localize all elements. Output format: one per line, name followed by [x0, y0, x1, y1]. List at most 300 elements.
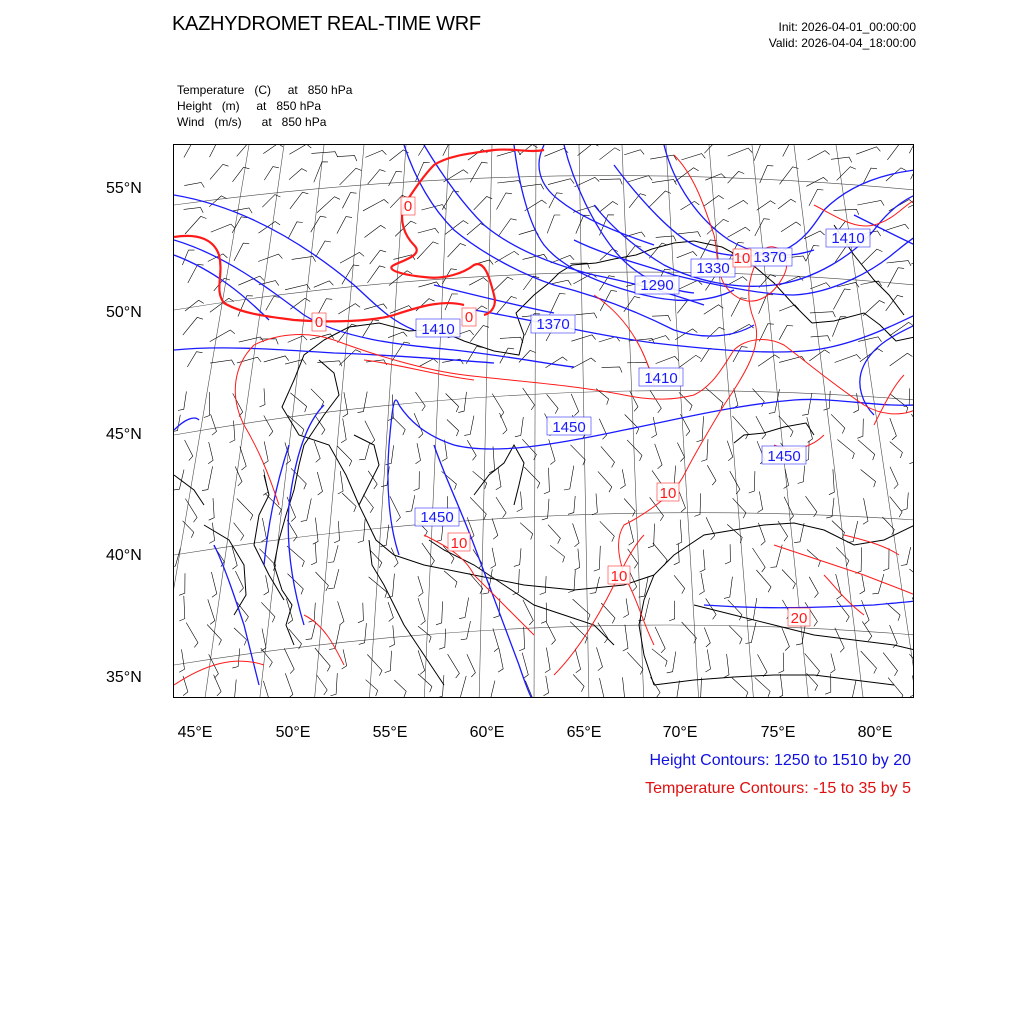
wind-barb [890, 497, 902, 517]
temperature-label [462, 308, 476, 326]
wind-barb [338, 471, 343, 494]
wind-barb [732, 678, 748, 698]
wind-barb [756, 416, 766, 439]
wind-barb [232, 648, 240, 668]
wind-barb [210, 330, 235, 342]
wind-barb [491, 548, 496, 569]
wind-barb [474, 197, 493, 210]
wind-barb [363, 495, 373, 513]
wind-barb [858, 440, 875, 460]
height-label [531, 315, 575, 333]
wind-barb [447, 420, 459, 437]
wind-barb [758, 491, 763, 512]
wind-barb [341, 419, 346, 443]
wind-barb [544, 676, 549, 696]
wind-barb [389, 625, 394, 647]
temperature-label-text: 0 [314, 314, 324, 331]
wind-barb [414, 471, 420, 490]
wind-barb [235, 571, 243, 592]
wind-barb [913, 215, 914, 231]
wind-barb [890, 394, 908, 414]
wind-barb [798, 466, 805, 484]
wind-barb [261, 602, 275, 622]
wind-barb [681, 154, 705, 160]
wind-barb [340, 252, 364, 263]
wind-barb [578, 145, 599, 156]
wind-barb [648, 191, 670, 208]
height-label [635, 276, 679, 294]
time-info [769, 19, 916, 51]
wind-barb [317, 472, 322, 495]
wind-barb [493, 628, 499, 651]
wind-barb [624, 150, 644, 155]
wind-barb [285, 673, 293, 698]
wind-barb [329, 625, 340, 649]
wind-barb [517, 492, 522, 512]
lon-label: 70°E [662, 724, 698, 741]
wind-barb [747, 598, 756, 621]
wind-barb [418, 598, 425, 625]
wind-barb [728, 148, 753, 156]
wind-barb [831, 414, 845, 433]
wind-barb [598, 471, 612, 492]
wind-barb [727, 441, 733, 461]
wind-barb [542, 499, 549, 520]
wind-barb [288, 415, 304, 435]
wind-barb [676, 280, 702, 290]
wind-barb [725, 544, 731, 564]
wind-barb [339, 350, 361, 366]
wind-barb [837, 601, 849, 622]
wind-barb [655, 444, 662, 469]
wind-barb [837, 440, 854, 460]
wind-barb [260, 388, 266, 407]
wind-barb [861, 651, 877, 674]
wind-barb [676, 520, 681, 545]
wind-barb [753, 548, 766, 572]
wind-barb [369, 577, 387, 598]
height-label [762, 446, 806, 465]
wind-barb [602, 367, 622, 373]
wind-barb [485, 681, 495, 698]
wind-barb [794, 523, 804, 543]
wind-barb [288, 336, 307, 343]
wind-barb [262, 195, 280, 208]
wind-barb [263, 441, 268, 464]
wind-barb [540, 576, 546, 594]
wind-barb [237, 145, 257, 156]
wind-barb [677, 300, 693, 313]
temperature-label-text: 10 [610, 568, 628, 585]
wind-barb [887, 145, 906, 160]
wind-barb [178, 391, 186, 410]
wind-barb [311, 152, 337, 157]
wind-barb [340, 168, 362, 185]
wind-barb [239, 337, 264, 342]
wind-barb [234, 628, 247, 645]
wind-barb [809, 577, 818, 598]
valid-time: Valid: 2026-04-04_18:00:00 [768, 36, 916, 50]
wind-barb [911, 159, 914, 179]
wind-barb [442, 471, 457, 489]
wind-barb [779, 357, 805, 363]
wind-barb [623, 625, 628, 651]
wind-barb [886, 603, 900, 621]
wind-barb [811, 336, 831, 342]
wind-barb [706, 517, 715, 540]
wind-barb [183, 521, 194, 538]
wind-barb [338, 601, 344, 625]
wind-barb [701, 348, 716, 362]
wind-barb [623, 598, 628, 617]
wind-barb [514, 548, 521, 566]
wind-barb [652, 649, 667, 667]
wind-barb [328, 545, 338, 562]
wind-barb [571, 445, 586, 465]
wind-barb [234, 523, 244, 541]
wind-barb [314, 281, 334, 287]
wind-barb [911, 414, 914, 436]
wind-barb [597, 647, 603, 670]
wind-barb [677, 252, 697, 258]
wind-barb [358, 603, 364, 623]
wind-barb [856, 147, 880, 154]
wind-barb [755, 219, 770, 236]
wind-barb [860, 349, 883, 362]
wind-barb [575, 649, 580, 673]
wind-barb [883, 653, 897, 676]
wind-barb [524, 467, 540, 488]
wind-barb [656, 236, 676, 241]
wind-barb [184, 207, 204, 212]
wind-barb [367, 655, 382, 676]
wind-barb [704, 145, 723, 153]
wind-barb [522, 653, 528, 679]
wind-barb [330, 673, 337, 696]
wind-barb [651, 417, 656, 438]
lat-label: 40°N [106, 547, 142, 564]
wind-barb [187, 352, 202, 367]
wind-barb [568, 496, 575, 514]
field-wind: Wind (m/s) at 850 hPa [177, 115, 327, 129]
wind-barb [835, 355, 861, 363]
temperature-label [448, 533, 470, 552]
wind-barb [857, 201, 884, 206]
height-label-text: 1450 [552, 419, 586, 436]
wind-barb [436, 601, 443, 624]
wind-barb [861, 470, 876, 488]
wind-barb [783, 145, 800, 157]
wind-barb [416, 392, 426, 411]
wind-barb [311, 543, 316, 565]
wind-barb [498, 648, 503, 672]
wind-barb [493, 598, 500, 618]
wind-barb [437, 675, 444, 698]
wind-barb [901, 547, 911, 565]
wind-barb [386, 445, 394, 465]
field-height: Height (m) at 850 hPa [177, 99, 322, 113]
wind-barb [496, 497, 506, 518]
wind-barb [548, 525, 560, 544]
wind-barb [862, 249, 883, 264]
wind-barb [704, 305, 724, 315]
wind-barb [496, 297, 517, 315]
wind-barb [624, 297, 640, 312]
wind-barb [649, 336, 670, 341]
wind-barb [729, 626, 742, 645]
wind-barb [550, 294, 566, 315]
wind-barb [733, 498, 746, 518]
wind-barb [289, 145, 311, 154]
wind-barb [574, 177, 599, 187]
wind-barb [805, 653, 820, 676]
temperature-label [788, 608, 810, 627]
wind-barb [419, 359, 438, 367]
wind-barb [888, 678, 903, 698]
wind-barb [705, 650, 710, 673]
wind-barb [284, 648, 294, 673]
wind-barb [809, 189, 823, 205]
wind-barb [179, 573, 185, 595]
wind-barb [261, 629, 266, 652]
wind-barb [328, 569, 339, 589]
wind-barb [209, 498, 215, 520]
wind-barb [778, 199, 796, 209]
wind-barb [863, 301, 885, 316]
wind-barb [388, 332, 407, 338]
wind-barb [680, 355, 701, 367]
wind-barb [887, 261, 911, 266]
wind-barb [418, 576, 423, 596]
wind-barb [285, 285, 310, 290]
wind-barb [492, 519, 498, 540]
lat-label: 55°N [106, 180, 142, 197]
wind-barb [515, 417, 523, 437]
wind-barb [630, 391, 638, 411]
height-label-text: 1370 [753, 249, 787, 266]
wind-barb [570, 622, 587, 644]
height-label-text: 1410 [831, 230, 865, 247]
wind-barb [394, 680, 406, 697]
temperature-contour-legend: Temperature Contours: -15 to 35 by 5 [645, 780, 911, 797]
wind-barb [459, 598, 469, 619]
wind-barb [368, 170, 386, 185]
wind-barb [699, 573, 704, 595]
wind-barb [745, 622, 756, 644]
temperature-label-text: 0 [403, 198, 413, 215]
wind-barb [317, 675, 328, 695]
wind-barb [779, 325, 793, 340]
wind-barb [730, 471, 740, 494]
wind-barb [724, 577, 732, 599]
wind-barb [513, 569, 520, 595]
wind-barb [650, 390, 661, 413]
wind-barb [694, 493, 700, 516]
wind-barb [461, 621, 471, 640]
wind-barb [886, 295, 903, 311]
wind-barb [758, 355, 780, 366]
wind-barb [301, 498, 312, 521]
wind-barb [492, 394, 504, 418]
wind-barb [669, 601, 675, 621]
wind-barb [470, 162, 487, 182]
wind-barb [179, 649, 184, 672]
wind-barb [289, 629, 302, 649]
wind-barb [627, 176, 652, 183]
wind-barb [599, 419, 606, 440]
wind-barb [728, 200, 748, 209]
wind-barb [370, 250, 386, 264]
wind-barb [311, 389, 324, 407]
wind-barb [523, 388, 535, 410]
wind-barb [233, 393, 243, 416]
temperature-label [608, 566, 630, 585]
wind-barb [872, 574, 884, 594]
wind-barb [185, 216, 206, 234]
wind-barb [545, 648, 550, 673]
wind-barb [829, 469, 834, 495]
wind-barb [754, 145, 767, 161]
wind-barb [237, 499, 253, 521]
wind-barb [573, 675, 584, 692]
wind-barb [755, 678, 770, 697]
map-panel [173, 144, 914, 698]
wind-barb [359, 443, 370, 460]
wind-barb [454, 676, 466, 698]
wind-barb [681, 201, 700, 210]
wind-barb [679, 492, 685, 512]
wind-barb [779, 305, 799, 311]
wind-barb [728, 600, 742, 620]
wind-barb [209, 523, 214, 544]
wind-barb [202, 466, 213, 490]
lat-label: 35°N [106, 669, 142, 686]
wind-barb [389, 171, 403, 186]
wind-barb [778, 674, 783, 698]
wind-barb [446, 394, 459, 413]
lon-label: 80°E [857, 724, 893, 741]
wind-barb [385, 651, 392, 673]
wind-barb [627, 652, 643, 674]
wind-barb [549, 193, 563, 208]
wind-barb [547, 394, 559, 413]
wind-barb [600, 678, 605, 698]
wind-barb [810, 283, 830, 289]
wind-barb [337, 217, 352, 234]
wind-barb [316, 572, 329, 591]
temperature-label [401, 197, 415, 215]
temperature-label-text: 20 [790, 610, 808, 627]
wind-barb [625, 415, 639, 435]
wind-barb [696, 416, 703, 442]
wind-barb [211, 414, 217, 435]
wind-barb [541, 603, 547, 624]
wind-barb [890, 418, 897, 440]
wind-barb [306, 622, 316, 640]
wind-barb [185, 440, 193, 461]
wind-barb [290, 393, 306, 412]
wind-barb [290, 192, 308, 209]
wind-barb [836, 574, 842, 599]
height-label [547, 417, 591, 436]
wind-barb [498, 219, 516, 237]
wind-barb [707, 327, 725, 339]
wind-barb [497, 193, 512, 210]
wind-barb [448, 654, 460, 678]
wind-barb [860, 575, 865, 594]
wind-barb [782, 570, 795, 590]
wind-barb [732, 416, 748, 439]
wind-barb [544, 468, 550, 494]
wind-barb [358, 519, 365, 542]
wind-barb [628, 549, 638, 568]
wind-barb [667, 652, 676, 673]
temperature-label-text: 10 [450, 535, 468, 552]
wind-barb [890, 322, 914, 335]
wind-barb [258, 254, 282, 261]
field-descriptions [177, 82, 352, 130]
wind-barb [288, 222, 303, 239]
wind-barb [496, 468, 501, 490]
wind-barb [342, 493, 356, 512]
wind-barb [600, 291, 617, 311]
init-time: Init: 2026-04-01_00:00:00 [778, 20, 916, 34]
wind-barb [314, 441, 320, 462]
temperature-label-text: 10 [659, 485, 677, 502]
lat-label: 50°N [106, 304, 142, 321]
wind-barb [520, 523, 533, 540]
wind-barb [807, 417, 813, 442]
wind-barb [233, 167, 250, 182]
wind-barb [467, 654, 476, 677]
wind-barb [313, 518, 318, 545]
wind-barb [573, 523, 580, 546]
wind-barb [495, 251, 519, 262]
wind-barb [263, 145, 283, 154]
wind-barb [890, 353, 913, 366]
height-label [691, 259, 735, 277]
wind-barb [909, 443, 914, 464]
wind-barb [629, 520, 634, 545]
lon-label: 60°E [469, 724, 505, 741]
wind-barb [904, 388, 910, 407]
wind-barb [388, 602, 393, 621]
wind-barb [359, 623, 367, 644]
wind-barb [808, 151, 830, 160]
wind-barb [448, 244, 466, 258]
wind-barb [318, 299, 333, 315]
wind-barb [264, 575, 269, 595]
wind-barb [464, 416, 474, 436]
wind-barb [833, 289, 850, 310]
wind-barb [174, 470, 184, 490]
wind-barb [342, 193, 356, 209]
wind-barb [756, 570, 771, 592]
wind-barb [209, 196, 227, 207]
wind-barb [890, 442, 903, 458]
wind-barb [835, 628, 844, 653]
wind-barb [214, 675, 222, 696]
wind-barb [263, 681, 269, 698]
wind-barb [550, 545, 564, 562]
lon-label: 65°E [566, 724, 602, 741]
wind-barb [857, 419, 863, 439]
temperature-contours [174, 150, 914, 685]
wind-barb [416, 443, 421, 464]
wind-barb [847, 521, 857, 543]
wind-barb [469, 278, 488, 286]
height-label-text: 1450 [767, 448, 801, 465]
